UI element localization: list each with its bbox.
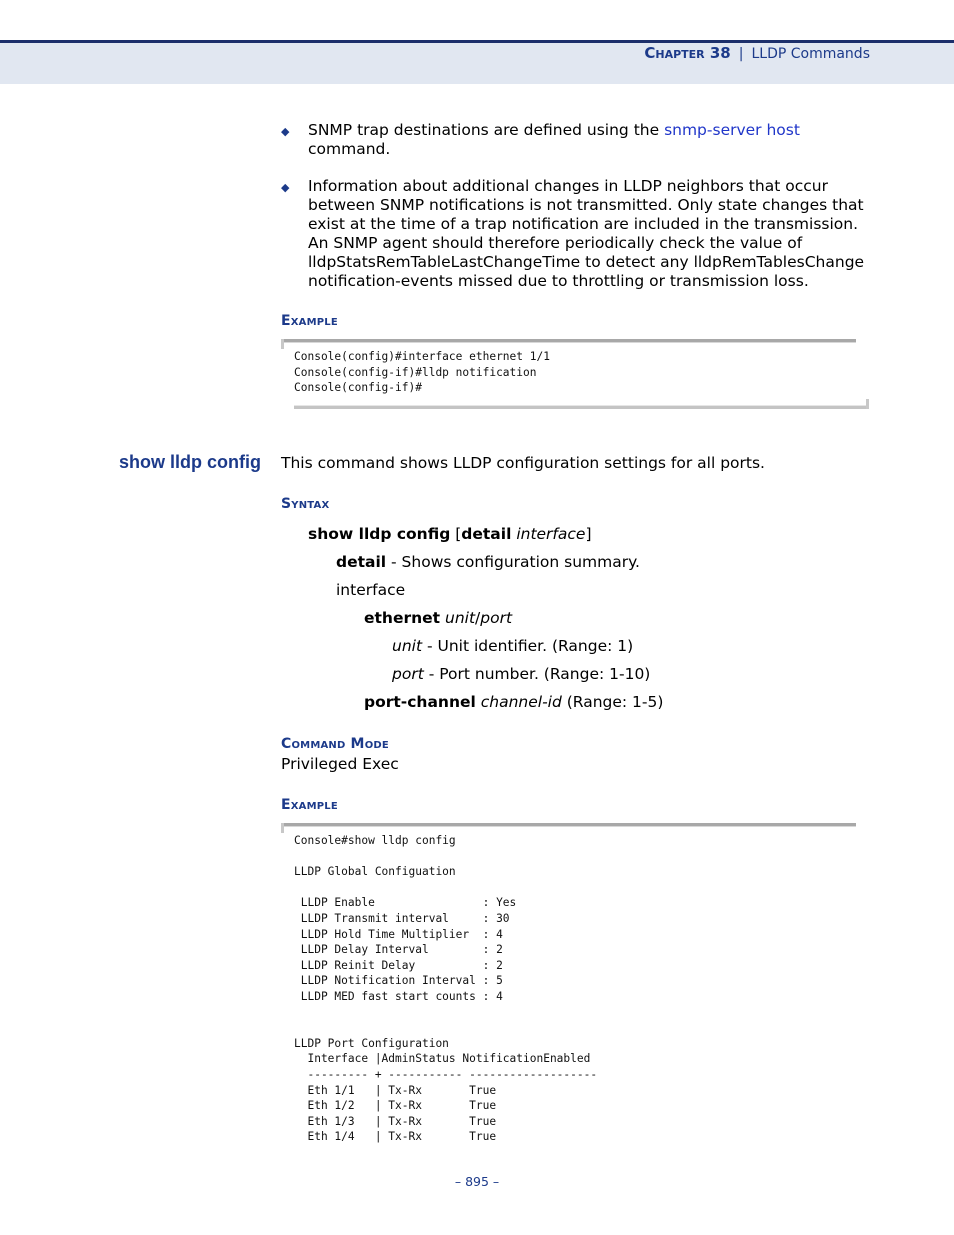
- page-header: [644, 44, 870, 62]
- header-separator: |: [738, 46, 744, 62]
- command-mode-heading: Command Mode: [281, 736, 389, 752]
- syntax-port-channel: port-channel channel-id (Range: 1-5): [364, 693, 664, 711]
- chapter-title: LLDP Commands: [751, 46, 870, 62]
- code-text: Console#show lldp config LLDP Global Configuation LLDP Enable : Yes LLDP Transmit interval : 30 LLDP Hold Time Multiplier : 4 LLDP Delay Interval : 2 LLDP Reinit Delay : 2 LLDP Notification Interval : 5 LLDP MED fast start counts : 4 LLDP Port Configuration Interface |AdminStatus NotificationEnabled --------- + ----------- ------------------- Eth 1/1 | Tx-Rx True Eth 1/2 | Tx-Rx True Eth 1/3 | Tx-Rx True Eth 1/4 | Tx-Rx True: [294, 834, 598, 1144]
- page-number: – 895 –: [454, 1174, 500, 1189]
- syntax-port: port - Port number. (Range: 1-10): [392, 665, 651, 683]
- code-text: Console(config)#interface ethernet 1/1 Console(config-if)#lldp notification Console(config-if)#: [294, 350, 550, 395]
- code-block: [281, 339, 869, 409]
- chapter-label: Chapter 38: [644, 44, 731, 62]
- example-heading: Example: [281, 313, 338, 329]
- command-description: This command shows LLDP configuration settings for all ports.: [281, 454, 765, 472]
- command-mode-value: Privileged Exec: [281, 755, 399, 773]
- bullet-item: [281, 177, 871, 291]
- code-block: [281, 823, 869, 1153]
- example-heading: Example: [281, 797, 338, 813]
- syntax-line: show lldp config [detail interface]: [308, 525, 592, 543]
- bullet-text: Information about additional changes in LLDP neighbors that occur between SNMP notifications is not transmitted. Only state changes that exist at the time of a trap notification are included in the transmission. An SNMP agent should therefore periodically check the value of lldpStatsRemTableLastChangeTime to detect any lldpRemTablesChange notification-events missed due to throttling or transmission loss.: [308, 177, 865, 290]
- syntax-detail: detail - Shows configuration summary.: [336, 553, 640, 571]
- command-name: show lldp config: [119, 452, 261, 472]
- diamond-bullet-icon: ◆: [281, 125, 290, 138]
- syntax-heading: Syntax: [281, 496, 330, 512]
- syntax-unit: unit - Unit identifier. (Range: 1): [392, 637, 634, 655]
- bullet-item: [281, 121, 871, 159]
- snmp-server-host-link[interactable]: snmp-server host: [664, 121, 800, 139]
- syntax-interface: interface: [336, 581, 406, 599]
- diamond-bullet-icon: ◆: [281, 181, 290, 194]
- syntax-ethernet: ethernet unit/port: [364, 609, 513, 627]
- bullet-text: SNMP trap destinations are defined using the snmp-server host command.: [308, 121, 800, 158]
